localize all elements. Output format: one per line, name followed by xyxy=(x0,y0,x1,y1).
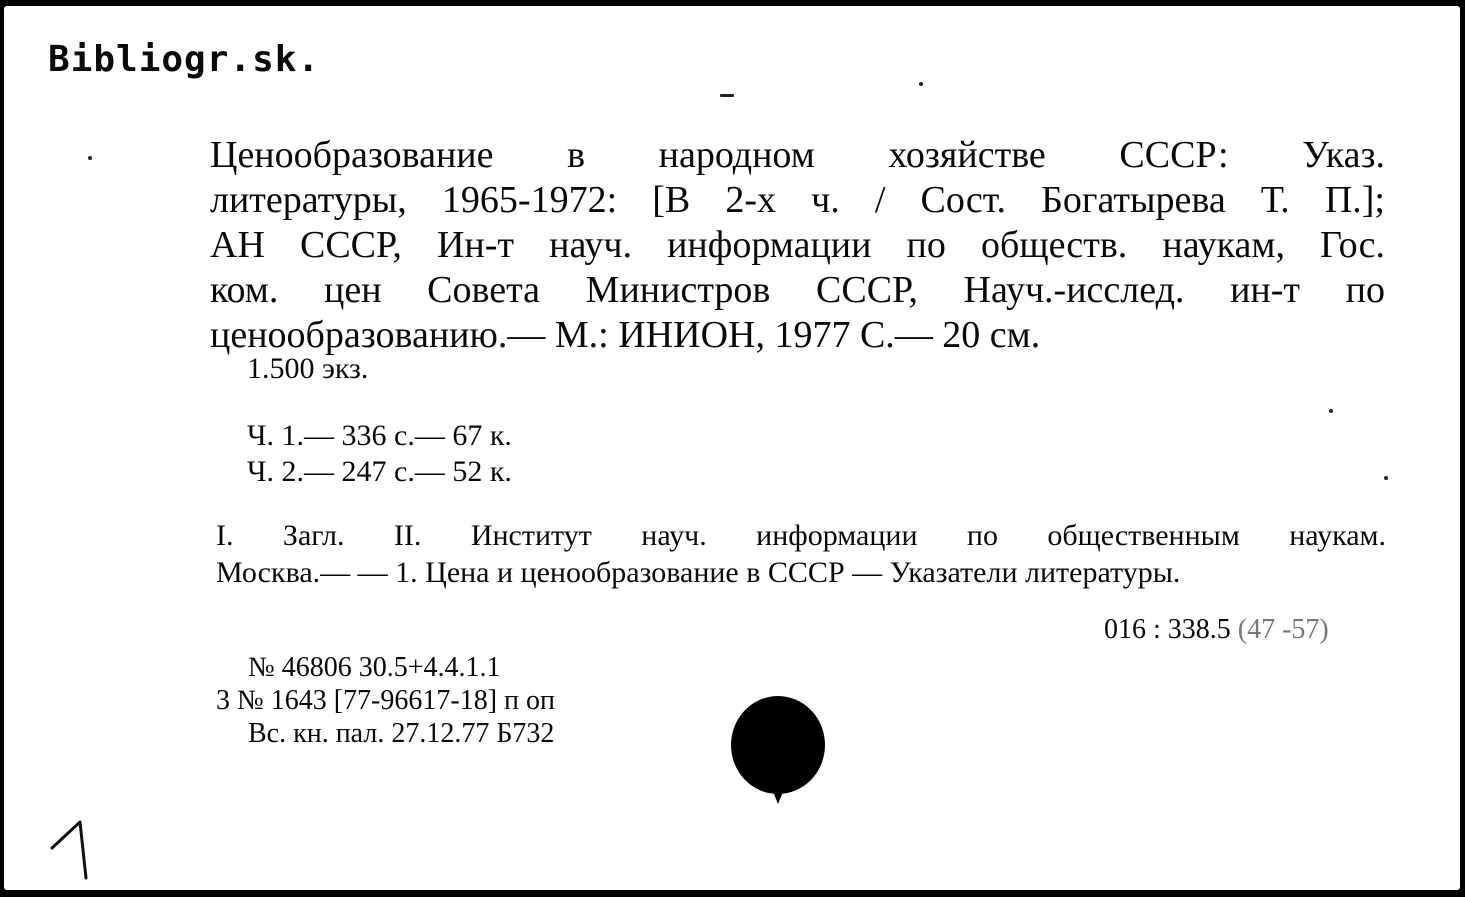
bibliographic-entry xyxy=(210,133,1385,358)
paper-speck xyxy=(88,156,92,160)
entry-line: Ценообразование в народном хозяйстве СССР: Указ. xyxy=(210,134,1385,176)
udc-classification xyxy=(1104,614,1329,646)
punch-hole xyxy=(731,696,825,794)
entry-line: ком. цен Совета Министров СССР, Науч.-исслед. ин-т по xyxy=(210,269,1385,311)
udc-main: 016 : 338.5 xyxy=(1104,614,1231,645)
entry-line: ценообразованию.— М.: ИНИОН, 1977 С.— 20 см. xyxy=(210,314,1041,356)
paper-speck xyxy=(1329,409,1333,413)
entry-line: АН СССР, Ин-т науч. информации по обществ. наукам, Гос. xyxy=(210,224,1385,266)
tracings xyxy=(216,517,1386,591)
part-line: Ч. 1.— 336 с.— 67 к. xyxy=(247,419,512,452)
entry-line: литературы, 1965-1972: [В 2-х ч. / Сост. Богатырева Т. П.]; xyxy=(210,179,1385,221)
accession-block xyxy=(216,651,555,750)
paper-speck xyxy=(1384,476,1388,480)
accession-line: 3 № 1643 [77-96617-18] п оп xyxy=(216,685,555,716)
parts-list xyxy=(247,418,512,490)
circulation xyxy=(247,351,368,387)
part-line: Ч. 2.— 247 с.— 52 к. xyxy=(247,455,512,488)
accession-line: Вс. кн. пал. 27.12.77 Б732 xyxy=(248,718,555,749)
catalog-card xyxy=(4,6,1460,890)
punch-hole-tail xyxy=(770,784,786,804)
circulation-text: 1.500 экз. xyxy=(247,352,369,385)
paper-speck xyxy=(919,82,923,86)
udc-aux: (47 -57) xyxy=(1237,614,1329,645)
accession-line: № 46806 30.5+4.4.1.1 xyxy=(248,652,501,683)
paper-speck xyxy=(720,94,734,97)
tracing-line: I. Загл. II. Институт науч. информации по общественным наукам. xyxy=(216,519,1386,552)
handwritten-number-mark xyxy=(46,816,96,886)
tracing-line: Москва.— — 1. Цена и ценообразование в СССР — Указатели литературы. xyxy=(216,556,1181,589)
card-header-label: Bibliogr.sk. xyxy=(48,39,321,80)
